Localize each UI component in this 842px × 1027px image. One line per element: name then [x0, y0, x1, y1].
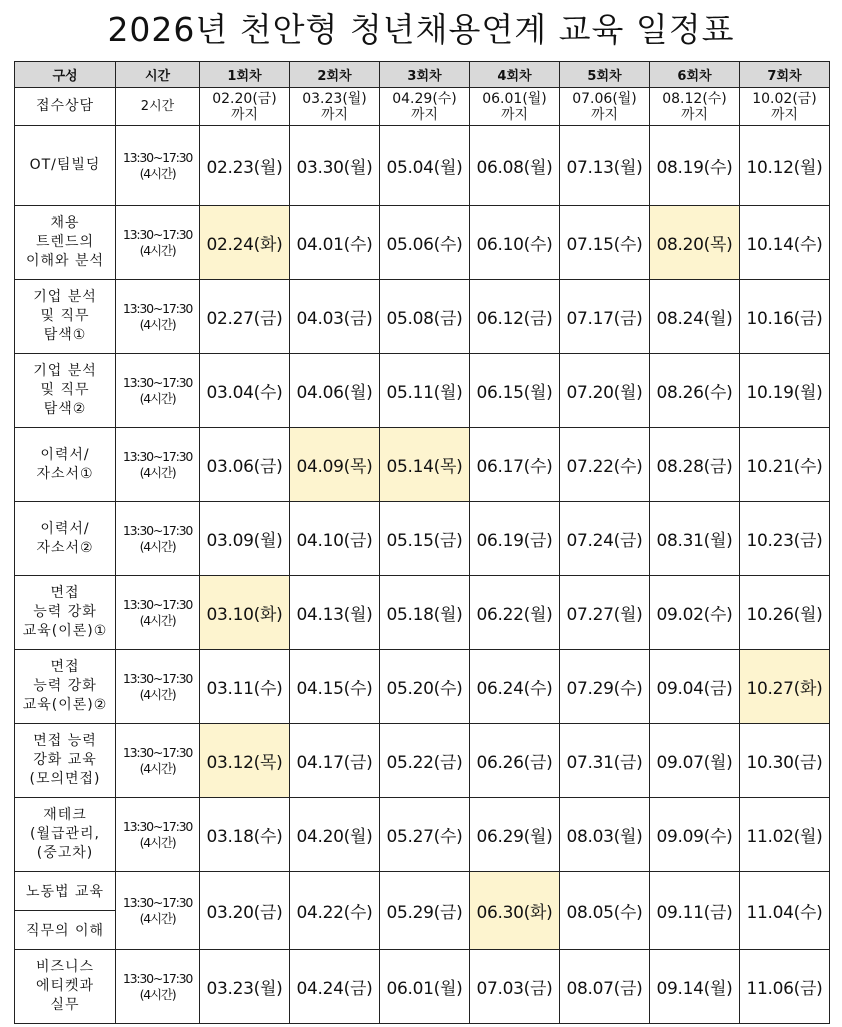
- registration-date: 07.06(월): [572, 90, 637, 107]
- time-line: (4시간): [139, 464, 176, 480]
- date-cell-highlighted: 06.30(화): [470, 872, 560, 950]
- registration-name: 접수상담: [15, 88, 116, 126]
- date-cell: 11.04(수): [740, 872, 830, 950]
- registration-date-cell: [290, 88, 380, 126]
- component-name-line: 탐색①: [43, 327, 87, 343]
- date-cell: 08.26(수): [650, 354, 740, 428]
- time-cell: [116, 206, 200, 280]
- date-cell: 09.02(수): [650, 576, 740, 650]
- date-cell: 07.22(수): [560, 428, 650, 502]
- schedule-row: [15, 354, 830, 428]
- date-cell: 06.29(월): [470, 798, 560, 872]
- time-line: (4시간): [139, 165, 176, 181]
- component-name-line: 교육(이론)①: [22, 623, 108, 639]
- date-cell: 04.13(월): [290, 576, 380, 650]
- component-name: [15, 650, 116, 724]
- schedule-row: [15, 126, 830, 206]
- date-cell: 06.08(월): [470, 126, 560, 206]
- component-name: [15, 428, 116, 502]
- component-name-line: 면접: [50, 659, 80, 675]
- date-cell: 09.04(금): [650, 650, 740, 724]
- date-cell: 06.26(금): [470, 724, 560, 798]
- date-cell: 10.12(월): [740, 126, 830, 206]
- component-name-line: 이력서/: [40, 446, 90, 463]
- date-cell: 07.03(금): [470, 950, 560, 1024]
- date-cell-highlighted: 03.10(화): [200, 576, 290, 650]
- component-name-line: (월급관리,: [29, 826, 100, 842]
- time-line: 13:30~17:30: [122, 670, 193, 686]
- time-cell: [116, 126, 200, 206]
- component-name: [15, 280, 116, 354]
- component-name-line: 면접 능력: [33, 733, 97, 749]
- time-line: 13:30~17:30: [122, 894, 193, 910]
- component-name-line: 자소서②: [36, 539, 94, 556]
- date-cell: 05.15(금): [380, 502, 470, 576]
- date-cell: 11.02(월): [740, 798, 830, 872]
- component-name-line: 실무: [50, 997, 80, 1013]
- component-name-line: 탐색②: [43, 401, 87, 417]
- component-name-line: 및 직무: [40, 308, 90, 324]
- date-cell: 05.08(금): [380, 280, 470, 354]
- date-cell: 04.17(금): [290, 724, 380, 798]
- component-name: 노동법 교육: [15, 872, 116, 911]
- time-line: 13:30~17:30: [122, 374, 193, 390]
- schedule-row: [15, 950, 830, 1024]
- registration-date-cell: [380, 88, 470, 126]
- header-cell-session-3: 3회차: [380, 62, 470, 88]
- header-cell-time: 시간: [116, 62, 200, 88]
- date-cell: 06.19(금): [470, 502, 560, 576]
- date-cell: 04.20(월): [290, 798, 380, 872]
- date-cell: 07.13(월): [560, 126, 650, 206]
- date-cell: 05.18(월): [380, 576, 470, 650]
- header-cell-session-7: 7회차: [740, 62, 830, 88]
- registration-suffix: 까지: [230, 106, 259, 123]
- date-cell: 07.17(금): [560, 280, 650, 354]
- header-cell-component: 구성: [15, 62, 116, 88]
- date-cell: 10.30(금): [740, 724, 830, 798]
- date-cell: 05.06(수): [380, 206, 470, 280]
- component-name-line: OT/팀빌딩: [29, 157, 101, 173]
- time-cell: [116, 650, 200, 724]
- date-cell: 04.06(월): [290, 354, 380, 428]
- date-cell: 05.27(수): [380, 798, 470, 872]
- component-name: [15, 354, 116, 428]
- date-cell: 04.22(수): [290, 872, 380, 950]
- registration-date: 02.20(금): [212, 90, 277, 107]
- component-name-line: 이해와 분석: [25, 253, 105, 269]
- date-cell: 06.24(수): [470, 650, 560, 724]
- component-name: [15, 798, 116, 872]
- component-name-line: 채용: [50, 215, 80, 231]
- date-cell: 02.27(금): [200, 280, 290, 354]
- component-name-line: 능력 강화: [33, 604, 97, 620]
- registration-row: [15, 88, 830, 126]
- schedule-row: [15, 206, 830, 280]
- registration-suffix: 까지: [770, 106, 799, 123]
- registration-date-cell: [470, 88, 560, 126]
- schedule-row: [15, 872, 830, 911]
- schedule-row: [15, 724, 830, 798]
- date-cell: 07.29(수): [560, 650, 650, 724]
- component-name-line: 강화 교육: [33, 752, 97, 768]
- date-cell: 09.09(수): [650, 798, 740, 872]
- component-name-line: 면접: [50, 585, 80, 601]
- date-cell: 07.27(월): [560, 576, 650, 650]
- date-cell: 05.11(월): [380, 354, 470, 428]
- component-name: [15, 206, 116, 280]
- component-name: [15, 724, 116, 798]
- date-cell: 03.06(금): [200, 428, 290, 502]
- date-cell: 06.17(수): [470, 428, 560, 502]
- date-cell: 05.29(금): [380, 872, 470, 950]
- date-cell: 08.28(금): [650, 428, 740, 502]
- time-cell: [116, 724, 200, 798]
- date-cell: 03.20(금): [200, 872, 290, 950]
- time-line: 13:30~17:30: [122, 448, 193, 464]
- header-row: [15, 62, 830, 88]
- schedule-row: [15, 650, 830, 724]
- date-cell: 02.23(월): [200, 126, 290, 206]
- date-cell: 11.06(금): [740, 950, 830, 1024]
- component-name: [15, 950, 116, 1024]
- registration-date: 10.02(금): [752, 90, 817, 107]
- time-line: (4시간): [139, 834, 176, 850]
- registration-date: 06.01(월): [482, 90, 547, 107]
- header-cell-session-5: 5회차: [560, 62, 650, 88]
- date-cell: 05.20(수): [380, 650, 470, 724]
- component-name-line: 에티켓과: [35, 978, 95, 994]
- component-name: [15, 126, 116, 206]
- date-cell: 10.19(월): [740, 354, 830, 428]
- component-name-line: 자소서①: [36, 465, 94, 482]
- date-cell: 07.24(금): [560, 502, 650, 576]
- registration-time: 2시간: [116, 88, 200, 126]
- date-cell: 10.16(금): [740, 280, 830, 354]
- date-cell: 03.30(월): [290, 126, 380, 206]
- component-name-line: (중고차): [36, 845, 94, 861]
- header-cell-session-6: 6회차: [650, 62, 740, 88]
- date-cell: 04.01(수): [290, 206, 380, 280]
- date-cell: 04.24(금): [290, 950, 380, 1024]
- registration-suffix: 까지: [410, 106, 439, 123]
- date-cell: 06.22(월): [470, 576, 560, 650]
- schedule-row: [15, 502, 830, 576]
- component-name-line: 트렌드의: [35, 234, 95, 250]
- date-cell: 10.21(수): [740, 428, 830, 502]
- header-cell-session-4: 4회차: [470, 62, 560, 88]
- time-line: 13:30~17:30: [122, 300, 193, 316]
- date-cell: 09.11(금): [650, 872, 740, 950]
- date-cell: 06.01(월): [380, 950, 470, 1024]
- date-cell: 07.20(월): [560, 354, 650, 428]
- time-line: (4시간): [139, 242, 176, 258]
- date-cell-highlighted: 05.14(목): [380, 428, 470, 502]
- time-line: (4시간): [139, 390, 176, 406]
- schedule-table: [14, 61, 830, 1024]
- time-cell: [116, 576, 200, 650]
- date-cell-highlighted: 08.20(목): [650, 206, 740, 280]
- date-cell: 08.31(월): [650, 502, 740, 576]
- date-cell: 04.03(금): [290, 280, 380, 354]
- date-cell: 05.04(월): [380, 126, 470, 206]
- page-title: 2026년 천안형 청년채용연계 교육 일정표: [107, 10, 735, 49]
- time-cell: [116, 280, 200, 354]
- component-name-line: 교육(이론)②: [22, 697, 108, 713]
- date-cell: 03.18(수): [200, 798, 290, 872]
- registration-date-cell: [740, 88, 830, 126]
- date-cell-highlighted: 10.27(화): [740, 650, 830, 724]
- time-line: (4시간): [139, 538, 176, 554]
- time-cell: [116, 872, 200, 950]
- time-cell: [116, 428, 200, 502]
- time-line: (4시간): [139, 760, 176, 776]
- time-cell: [116, 354, 200, 428]
- date-cell: 04.15(수): [290, 650, 380, 724]
- date-cell-highlighted: 03.12(목): [200, 724, 290, 798]
- component-name-line: (모의면접): [29, 771, 101, 787]
- date-cell: 05.22(금): [380, 724, 470, 798]
- registration-date: 08.12(수): [662, 90, 727, 107]
- component-name-line: 기업 분석: [33, 363, 97, 379]
- time-line: 13:30~17:30: [122, 522, 193, 538]
- date-cell: 08.03(월): [560, 798, 650, 872]
- date-cell: 03.11(수): [200, 650, 290, 724]
- registration-date-cell: [560, 88, 650, 126]
- time-line: (4시간): [139, 986, 176, 1002]
- date-cell: 06.12(금): [470, 280, 560, 354]
- date-cell: 10.26(월): [740, 576, 830, 650]
- registration-suffix: 까지: [500, 106, 529, 123]
- date-cell-highlighted: 02.24(화): [200, 206, 290, 280]
- date-cell: 09.07(월): [650, 724, 740, 798]
- registration-suffix: 까지: [680, 106, 709, 123]
- time-line: 13:30~17:30: [122, 818, 193, 834]
- date-cell: 08.19(수): [650, 126, 740, 206]
- date-cell: 06.15(월): [470, 354, 560, 428]
- time-cell: [116, 950, 200, 1024]
- schedule-row: [15, 798, 830, 872]
- component-name: [15, 576, 116, 650]
- component-name: [15, 502, 116, 576]
- date-cell: 08.07(금): [560, 950, 650, 1024]
- component-name-line: 및 직무: [40, 382, 90, 398]
- time-line: (4시간): [139, 910, 176, 926]
- date-cell: 08.05(수): [560, 872, 650, 950]
- date-cell-highlighted: 04.09(목): [290, 428, 380, 502]
- schedule-row: [15, 280, 830, 354]
- time-line: (4시간): [139, 612, 176, 628]
- component-name-line: 재테크: [43, 807, 87, 823]
- header-cell-session-2: 2회차: [290, 62, 380, 88]
- time-line: 13:30~17:30: [122, 226, 193, 242]
- time-line: 13:30~17:30: [122, 970, 193, 986]
- time-line: 13:30~17:30: [122, 149, 193, 165]
- registration-date: 03.23(월): [302, 90, 367, 107]
- date-cell: 06.10(수): [470, 206, 560, 280]
- date-cell: 07.31(금): [560, 724, 650, 798]
- component-name-line: 능력 강화: [33, 678, 97, 694]
- schedule-row: [15, 576, 830, 650]
- component-name-line: 비즈니스: [35, 959, 95, 975]
- component-name: 직무의 이해: [15, 911, 116, 950]
- date-cell: 10.23(금): [740, 502, 830, 576]
- date-cell: 10.14(수): [740, 206, 830, 280]
- schedule-row: [15, 428, 830, 502]
- header-cell-session-1: 1회차: [200, 62, 290, 88]
- time-line: (4시간): [139, 686, 176, 702]
- date-cell: 03.04(수): [200, 354, 290, 428]
- component-name-line: 이력서/: [40, 520, 90, 537]
- time-line: 13:30~17:30: [122, 744, 193, 760]
- component-name-line: 기업 분석: [33, 289, 97, 305]
- time-line: (4시간): [139, 316, 176, 332]
- registration-suffix: 까지: [320, 106, 349, 123]
- time-cell: [116, 502, 200, 576]
- date-cell: 04.10(금): [290, 502, 380, 576]
- date-cell: 03.09(월): [200, 502, 290, 576]
- date-cell: 03.23(월): [200, 950, 290, 1024]
- registration-suffix: 까지: [590, 106, 619, 123]
- registration-date-cell: [200, 88, 290, 126]
- date-cell: 07.15(수): [560, 206, 650, 280]
- date-cell: 09.14(월): [650, 950, 740, 1024]
- registration-date-cell: [650, 88, 740, 126]
- date-cell: 08.24(월): [650, 280, 740, 354]
- time-cell: [116, 798, 200, 872]
- registration-date: 04.29(수): [392, 90, 457, 107]
- time-line: 13:30~17:30: [122, 596, 193, 612]
